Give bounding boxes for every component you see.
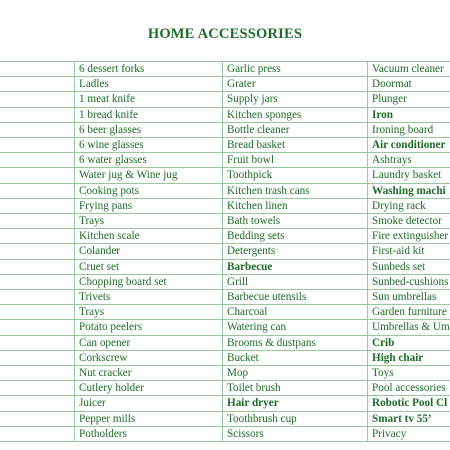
table-cell: Garden furniture	[368, 305, 450, 320]
table-cell: Laundry basket	[368, 168, 450, 183]
table-row	[0, 168, 450, 183]
table-cell: Toys	[368, 366, 450, 381]
table-row	[0, 77, 450, 92]
table-cell: 6 water glasses	[75, 153, 223, 168]
table-cell	[0, 426, 75, 441]
table-cell: Supply jars	[223, 92, 368, 107]
table-cell: Ladles	[75, 77, 223, 92]
table-row	[0, 366, 450, 381]
table-cell: Barbecue	[223, 259, 368, 274]
table-cell	[0, 62, 75, 77]
table-cell: Smoke detector	[368, 214, 450, 229]
table-row	[0, 107, 450, 122]
table-row	[0, 259, 450, 274]
table-cell: High chair	[368, 350, 450, 365]
table-cell: Fire extinguisher	[368, 229, 450, 244]
table-cell: Toilet brush	[223, 381, 368, 396]
table-cell: Iron	[368, 107, 450, 122]
table-cell: Doormat	[368, 77, 450, 92]
table-row	[0, 305, 450, 320]
table-cell	[0, 138, 75, 153]
table-cell: Kitchen scale	[75, 229, 223, 244]
table-cell: First-aid kit	[368, 244, 450, 259]
accessories-table	[0, 61, 450, 442]
table-cell: Cooking pots	[75, 183, 223, 198]
table-cell: Bucket	[223, 350, 368, 365]
table-cell: Fruit bowl	[223, 153, 368, 168]
accessories-table-wrap	[0, 61, 450, 442]
table-row	[0, 153, 450, 168]
table-cell	[0, 411, 75, 426]
table-cell: Barbecue utensils	[223, 290, 368, 305]
table-row	[0, 229, 450, 244]
table-cell: Privacy	[368, 426, 450, 441]
table-cell: Scissors	[223, 426, 368, 441]
table-row	[0, 411, 450, 426]
table-cell	[0, 168, 75, 183]
table-cell	[0, 320, 75, 335]
table-cell: Pool accessories	[368, 381, 450, 396]
table-cell: 6 beer glasses	[75, 122, 223, 137]
table-cell: Cutlery holder	[75, 381, 223, 396]
table-cell: Drying rack	[368, 198, 450, 213]
table-cell: Umbrellas & Um	[368, 320, 450, 335]
table-cell: Crib	[368, 335, 450, 350]
table-row	[0, 122, 450, 137]
table-row	[0, 426, 450, 441]
table-cell: Can opener	[75, 335, 223, 350]
table-cell: Juicer	[75, 396, 223, 411]
table-cell: Charcoal	[223, 305, 368, 320]
table-cell: Bottle cleaner	[223, 122, 368, 137]
table-cell: Sunbed-cushions	[368, 274, 450, 289]
table-cell: Pepper mills	[75, 411, 223, 426]
table-cell: Garlic press	[223, 62, 368, 77]
table-cell: Potato peelers	[75, 320, 223, 335]
table-cell: 6 wine glasses	[75, 138, 223, 153]
table-row	[0, 350, 450, 365]
table-cell: Kitchen linen	[223, 198, 368, 213]
table-row	[0, 62, 450, 77]
table-row	[0, 274, 450, 289]
table-cell	[0, 122, 75, 137]
table-cell: Bath towels	[223, 214, 368, 229]
table-row	[0, 183, 450, 198]
table-row	[0, 290, 450, 305]
table-cell: 6 dessert forks	[75, 62, 223, 77]
table-row	[0, 244, 450, 259]
table-cell: Grill	[223, 274, 368, 289]
table-row	[0, 335, 450, 350]
table-cell: 1 bread knife	[75, 107, 223, 122]
table-cell	[0, 366, 75, 381]
table-cell: Toothpick	[223, 168, 368, 183]
table-cell	[0, 305, 75, 320]
table-cell	[0, 244, 75, 259]
table-cell: Kitchen trash cans	[223, 183, 368, 198]
table-cell: Sunbeds set	[368, 259, 450, 274]
table-row	[0, 396, 450, 411]
table-row	[0, 214, 450, 229]
table-cell: Vacuum cleaner	[368, 62, 450, 77]
table-cell: Trays	[75, 214, 223, 229]
table-cell	[0, 229, 75, 244]
table-cell: Bread basket	[223, 138, 368, 153]
table-cell: Ashtrays	[368, 153, 450, 168]
table-cell: Potholders	[75, 426, 223, 441]
table-cell: Brooms & dustpans	[223, 335, 368, 350]
table-cell: Washing machi	[368, 183, 450, 198]
table-cell	[0, 259, 75, 274]
table-cell: Mop	[223, 366, 368, 381]
table-cell: Robotic Pool Cl	[368, 396, 450, 411]
table-cell: Ironing board	[368, 122, 450, 137]
table-cell	[0, 335, 75, 350]
accessories-table-body	[0, 62, 450, 442]
table-cell: 1 meat knife	[75, 92, 223, 107]
table-cell: Bedding sets	[223, 229, 368, 244]
table-cell: Grater	[223, 77, 368, 92]
page-title: HOME ACCESSORIES	[147, 26, 303, 42]
table-cell	[0, 274, 75, 289]
table-cell: Trivets	[75, 290, 223, 305]
table-cell: Air conditioner	[368, 138, 450, 153]
table-cell: Detergents	[223, 244, 368, 259]
table-cell: Corkscrew	[75, 350, 223, 365]
table-cell: Sun umbrellas	[368, 290, 450, 305]
table-cell	[0, 381, 75, 396]
table-row	[0, 320, 450, 335]
table-cell: Water jug & Wine jug	[75, 168, 223, 183]
table-cell	[0, 198, 75, 213]
table-cell: Smart tv 55’	[368, 411, 450, 426]
table-cell	[0, 290, 75, 305]
table-cell	[0, 350, 75, 365]
table-cell: Hair dryer	[223, 396, 368, 411]
table-cell	[0, 153, 75, 168]
table-cell: Toothbrush cup	[223, 411, 368, 426]
table-cell: Frying pans	[75, 198, 223, 213]
table-cell: Nut cracker	[75, 366, 223, 381]
table-cell	[0, 77, 75, 92]
table-row	[0, 92, 450, 107]
table-cell: Chopping board set	[75, 274, 223, 289]
table-cell: Cruet set	[75, 259, 223, 274]
table-cell	[0, 396, 75, 411]
table-cell	[0, 107, 75, 122]
table-cell: Kitchen sponges	[223, 107, 368, 122]
table-row	[0, 138, 450, 153]
table-cell	[0, 92, 75, 107]
table-cell: Colander	[75, 244, 223, 259]
table-cell: Watering can	[223, 320, 368, 335]
table-cell: Plunger	[368, 92, 450, 107]
table-cell	[0, 183, 75, 198]
table-cell: Trays	[75, 305, 223, 320]
table-cell	[0, 214, 75, 229]
table-row	[0, 381, 450, 396]
table-row	[0, 198, 450, 213]
